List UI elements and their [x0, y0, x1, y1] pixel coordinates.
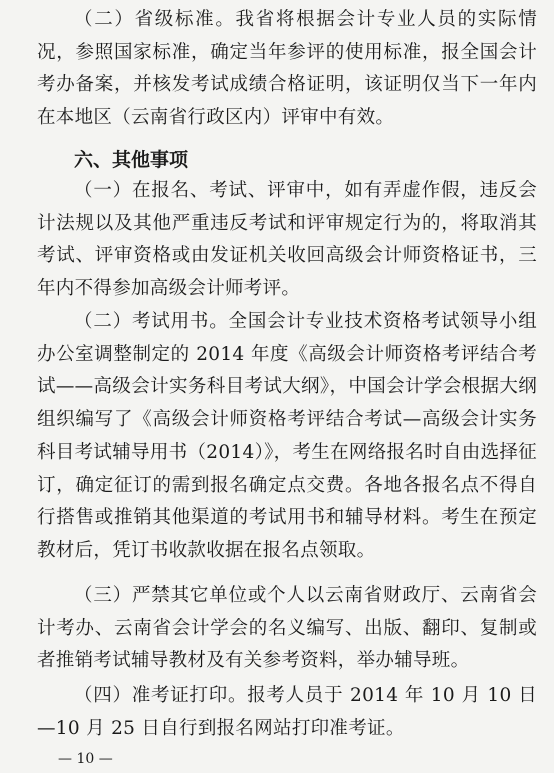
section-heading-other-matters: 六、其他事项 [74, 149, 189, 171]
paragraph-prohibition: （三）严禁其它单位或个人以云南省财政厅、云南省会计考办、云南省会计学会的名义编写、出版、翻印、复制或者推销考试辅导教材及有关参考资料，举办辅导班。 [37, 585, 537, 672]
paragraph-admission-ticket: （四）准考证打印。报考人员于 2014 年 10 月 10 日—10 月 25 日自行到报名网站打印准考证。 [37, 685, 537, 739]
paragraph-exam-books: （二）考试用书。全国会计专业技术资格考试领导小组办公室调整制定的 2014 年度《高级会计师资格考评结合考试——高级会计实务科目考试大纲》，中国会计学会根据大纲组织编写了《高级会计师资格考评结合考试—高级会计实务科目考试辅导用书（2014）》，考生在网络报名时自由选择征订，确定征订的需到报名确定点交费。各地各报名点不得自行搭售或推销其他渠道的考试用书和辅导材料。考生在预定教材后，凭订书收款收据在报名点领取。 [37, 311, 537, 561]
paragraph-fraud-penalty: （一）在报名、考试、评审中，如有弄虚作假，违反会计法规以及其他严重违反考试和评审规定行为的，将取消其考试、评审资格或由发证机关收回高级会计师资格证书，三年内不得参加高级会计师考评。 [37, 180, 537, 300]
page-number: — 10 — [58, 751, 113, 767]
paragraph-provincial-standard: （二）省级标准。我省将根据会计专业人员的实际情况，参照国家标准，确定当年参评的使用标准，报全国会计考办备案，并核发考试成绩合格证明，该证明仅当下一年内在本地区（云南省行政区内）评审中有效。 [37, 9, 537, 129]
